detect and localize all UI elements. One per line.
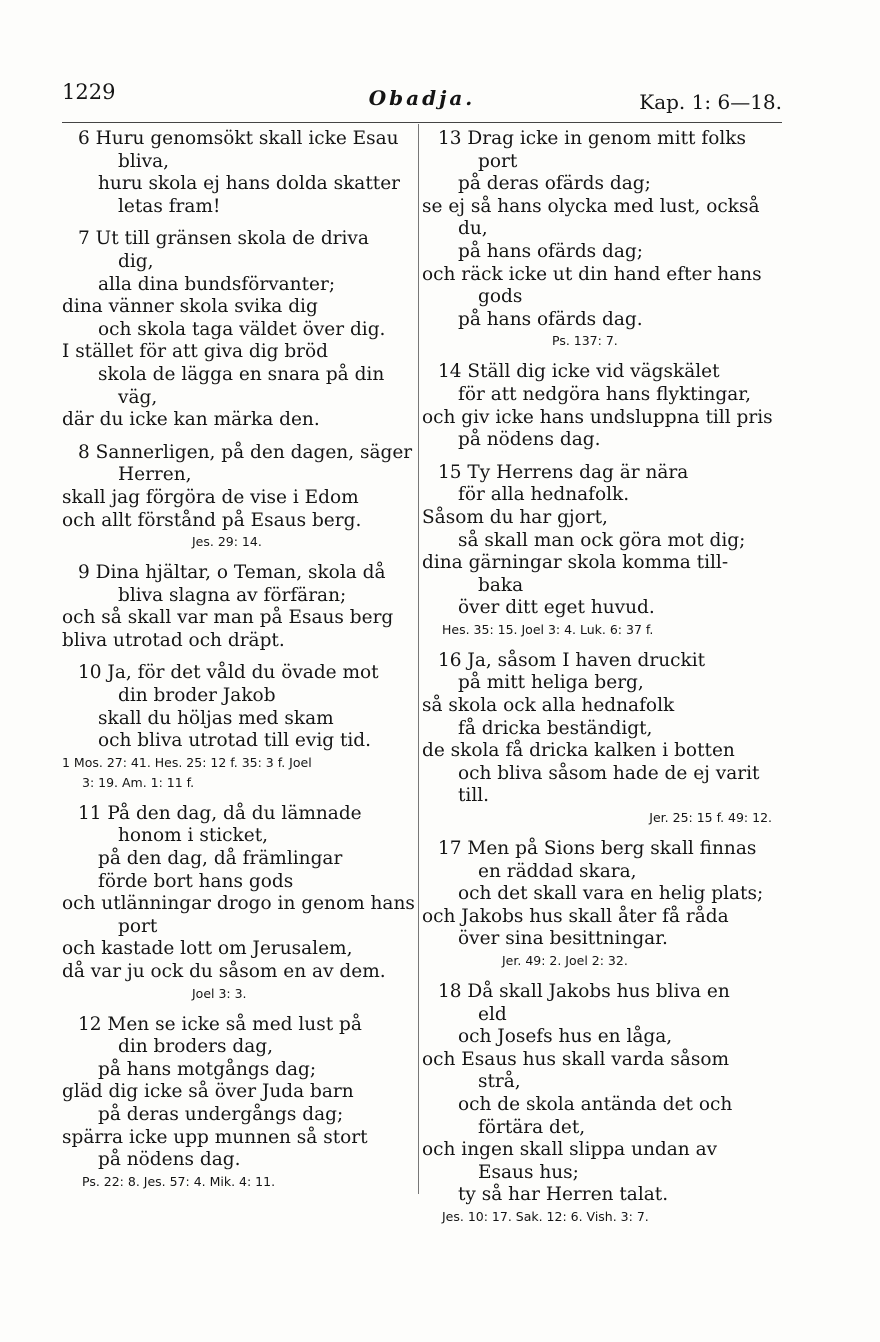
verse-line: till.: [458, 785, 490, 807]
verse: [62, 1014, 412, 1192]
verse-line: 14 Ställ dig icke vid vägskälet: [438, 361, 720, 383]
verse: [422, 981, 782, 1227]
verse-line: och skola taga väldet över dig.: [98, 318, 386, 340]
verse-line: bliva slagna av förfäran;: [118, 584, 347, 606]
column-divider: [418, 124, 419, 1194]
verse-line: se ej så hans olycka med lust, också: [422, 195, 760, 217]
verse-line: I stället för att giva dig bröd: [62, 341, 329, 363]
verse-line: och Esaus hus skall varda såsom: [422, 1048, 730, 1070]
verse-line: 15 Ty Herrens dag är nära: [438, 461, 689, 483]
verse-line: 16 Ja, såsom I haven druckit: [438, 649, 706, 671]
verse-line: och giv icke hans undsluppna till pris: [422, 406, 773, 428]
verse-line: port: [478, 150, 518, 172]
verse-line: 18 Då skall Jakobs hus bliva en: [438, 981, 730, 1002]
verse-line: över sina besittningar.: [458, 928, 668, 950]
verse-line: få dricka beständigt,: [458, 717, 653, 739]
verse-line: ty så har Herren talat.: [458, 1184, 669, 1206]
cross-reference: Jes. 10: 17. Sak. 12: 6. Vish. 3: 7.: [442, 1208, 649, 1224]
page-number: 1229: [62, 80, 116, 104]
verse-line: och så skall var man på Esaus berg: [62, 607, 394, 629]
verse-line: Såsom du har gjort,: [422, 506, 608, 528]
verse-line: på deras ofärds dag;: [458, 173, 651, 195]
verse-line: för alla hednafolk.: [458, 484, 630, 506]
verse-line: och Josefs hus en låga,: [458, 1026, 673, 1048]
verse-line: på deras undergångs dag;: [98, 1103, 344, 1125]
verse-line: eld: [478, 1003, 507, 1025]
header-rule: [62, 122, 782, 123]
verse-line: och ingen skall slippa undan av: [422, 1139, 718, 1161]
verse-line: 7 Ut till gränsen skola de driva: [78, 228, 369, 250]
verse-line: strå,: [478, 1071, 521, 1093]
verse-line: spärra icke upp munnen så stort: [62, 1126, 368, 1148]
verse-line: 6 Huru genomsökt skall icke Esau: [78, 128, 399, 149]
verse-line: port: [118, 915, 158, 937]
verse-line: och det skall vara en helig plats;: [458, 883, 764, 905]
cross-reference: Ps. 137: 7.: [552, 333, 618, 349]
verse-line: på den dag, då främlingar: [98, 848, 343, 870]
verse-line: då var ju ock du såsom en av dem.: [62, 961, 386, 982]
cross-reference: Ps. 22: 8. Jes. 57: 4. Mik. 4: 11.: [82, 1173, 276, 1189]
cross-reference: 1 Mos. 27: 41. Hes. 25: 12 f. 35: 3 f. Joel: [62, 754, 312, 770]
verse-line: dig,: [118, 250, 154, 272]
verse-line: på nödens dag.: [458, 429, 601, 451]
verse-line: gods: [478, 286, 523, 308]
verse-line: och de skola antända det och: [458, 1093, 733, 1115]
cross-reference: Hes. 35: 15. Joel 3: 4. Luk. 6: 37 f.: [442, 621, 654, 637]
verse-line: skall jag förgöra de vise i Edom: [62, 486, 359, 508]
verse-line: din broder Jakob: [118, 685, 276, 707]
cross-reference: Jer. 49: 2. Joel 2: 32.: [502, 953, 628, 968]
book-title: Obadja.: [368, 86, 476, 110]
verse: [62, 442, 412, 552]
verse: [62, 662, 412, 792]
verse: [62, 802, 415, 1004]
verse: [422, 462, 782, 640]
verse-line: på hans ofärds dag;: [458, 240, 644, 262]
verse-line: förtära det,: [478, 1116, 586, 1138]
verse-line: en räddad skara,: [478, 860, 637, 882]
verse-line: Herren,: [118, 464, 192, 486]
verse-line: på hans motgångs dag;: [98, 1058, 317, 1080]
verse-line: på nödens dag.: [98, 1149, 241, 1171]
verse-line: där du icke kan märka den.: [62, 409, 320, 431]
verse-line: dina vänner skola svika dig: [62, 296, 318, 318]
verse-line: förde bort hans gods: [98, 870, 294, 892]
verse-line: gläd dig icke så över Juda barn: [62, 1081, 354, 1103]
verse-line: 10 Ja, för det våld du övade mot: [78, 662, 379, 684]
verse-line: skola de lägga en snara på din: [98, 363, 385, 385]
verse-line: skall du höljas med skam: [98, 707, 334, 729]
verse-line: och bliva utrotad till evig tid.: [98, 730, 372, 752]
verse-line: dina gärningar skola komma till-: [422, 552, 729, 574]
verse-line: väg,: [118, 386, 158, 408]
verse-line: honom i sticket,: [118, 825, 269, 847]
verse-line: över ditt eget huvud.: [458, 597, 655, 619]
verse-line: 9 Dina hjältar, o Teman, skola då: [78, 562, 386, 584]
verse-line: Esaus hus;: [478, 1161, 579, 1183]
verse-line: och allt förstånd på Esaus berg.: [62, 509, 362, 531]
verse: [62, 128, 412, 218]
verse-line: och kastade lott om Jerusalem,: [62, 938, 353, 960]
chapter-range: Kap. 1: 6—18.: [639, 90, 782, 114]
verse-line: 8 Sannerligen, på den dagen, säger: [78, 441, 413, 463]
verse: [422, 838, 782, 971]
verse: [422, 650, 782, 828]
verse-line: på mitt heliga berg,: [458, 672, 644, 694]
cross-reference: 3: 19. Am. 1: 11 f.: [82, 774, 195, 790]
verse-line: så skall man ock göra mot dig;: [458, 529, 746, 551]
verse-line: de skola få dricka kalken i botten: [422, 740, 735, 762]
verse-line: din broders dag,: [118, 1036, 273, 1058]
verse-line: för att nedgöra hans flyktingar,: [458, 383, 751, 405]
verse-line: 12 Men se icke så med lust på: [78, 1013, 362, 1035]
cross-reference: Jer. 25: 15 f. 49: 12.: [649, 810, 772, 826]
verse: [62, 562, 412, 652]
verse-line: 17 Men på Sions berg skall finnas: [438, 838, 757, 860]
verse-line: och utlänningar drogo in genom hans: [62, 893, 415, 915]
verse-line: 11 På den dag, då du lämnade: [78, 802, 362, 824]
cross-reference: Jes. 29: 14.: [192, 534, 262, 550]
verse-line: och bliva såsom hade de ej varit: [458, 762, 760, 784]
verse: [422, 361, 782, 451]
left-column: [62, 128, 415, 1202]
verse-line: du,: [458, 218, 488, 240]
verse-line: baka: [478, 574, 524, 596]
verse-line: bliva utrotad och dräpt.: [62, 629, 285, 651]
verse-line: och Jakobs hus skall åter få råda: [422, 905, 729, 927]
verse: [62, 228, 412, 431]
page-header: [62, 80, 782, 120]
verse-line: och räck icke ut din hand efter hans: [422, 263, 762, 285]
right-column: [422, 128, 782, 1237]
verse-line: letas fram!: [118, 195, 221, 217]
verse-line: huru skola ej hans dolda skatter: [98, 173, 400, 195]
verse-line: alla dina bundsförvanter;: [98, 273, 336, 295]
verse-line: 13 Drag icke in genom mitt folks: [438, 128, 746, 149]
verse: [422, 128, 782, 351]
verse-line: bliva,: [118, 150, 170, 172]
cross-reference: Joel 3: 3.: [192, 985, 247, 1001]
verse-line: på hans ofärds dag.: [458, 308, 643, 330]
verse-line: så skola ock alla hednafolk: [422, 695, 675, 717]
